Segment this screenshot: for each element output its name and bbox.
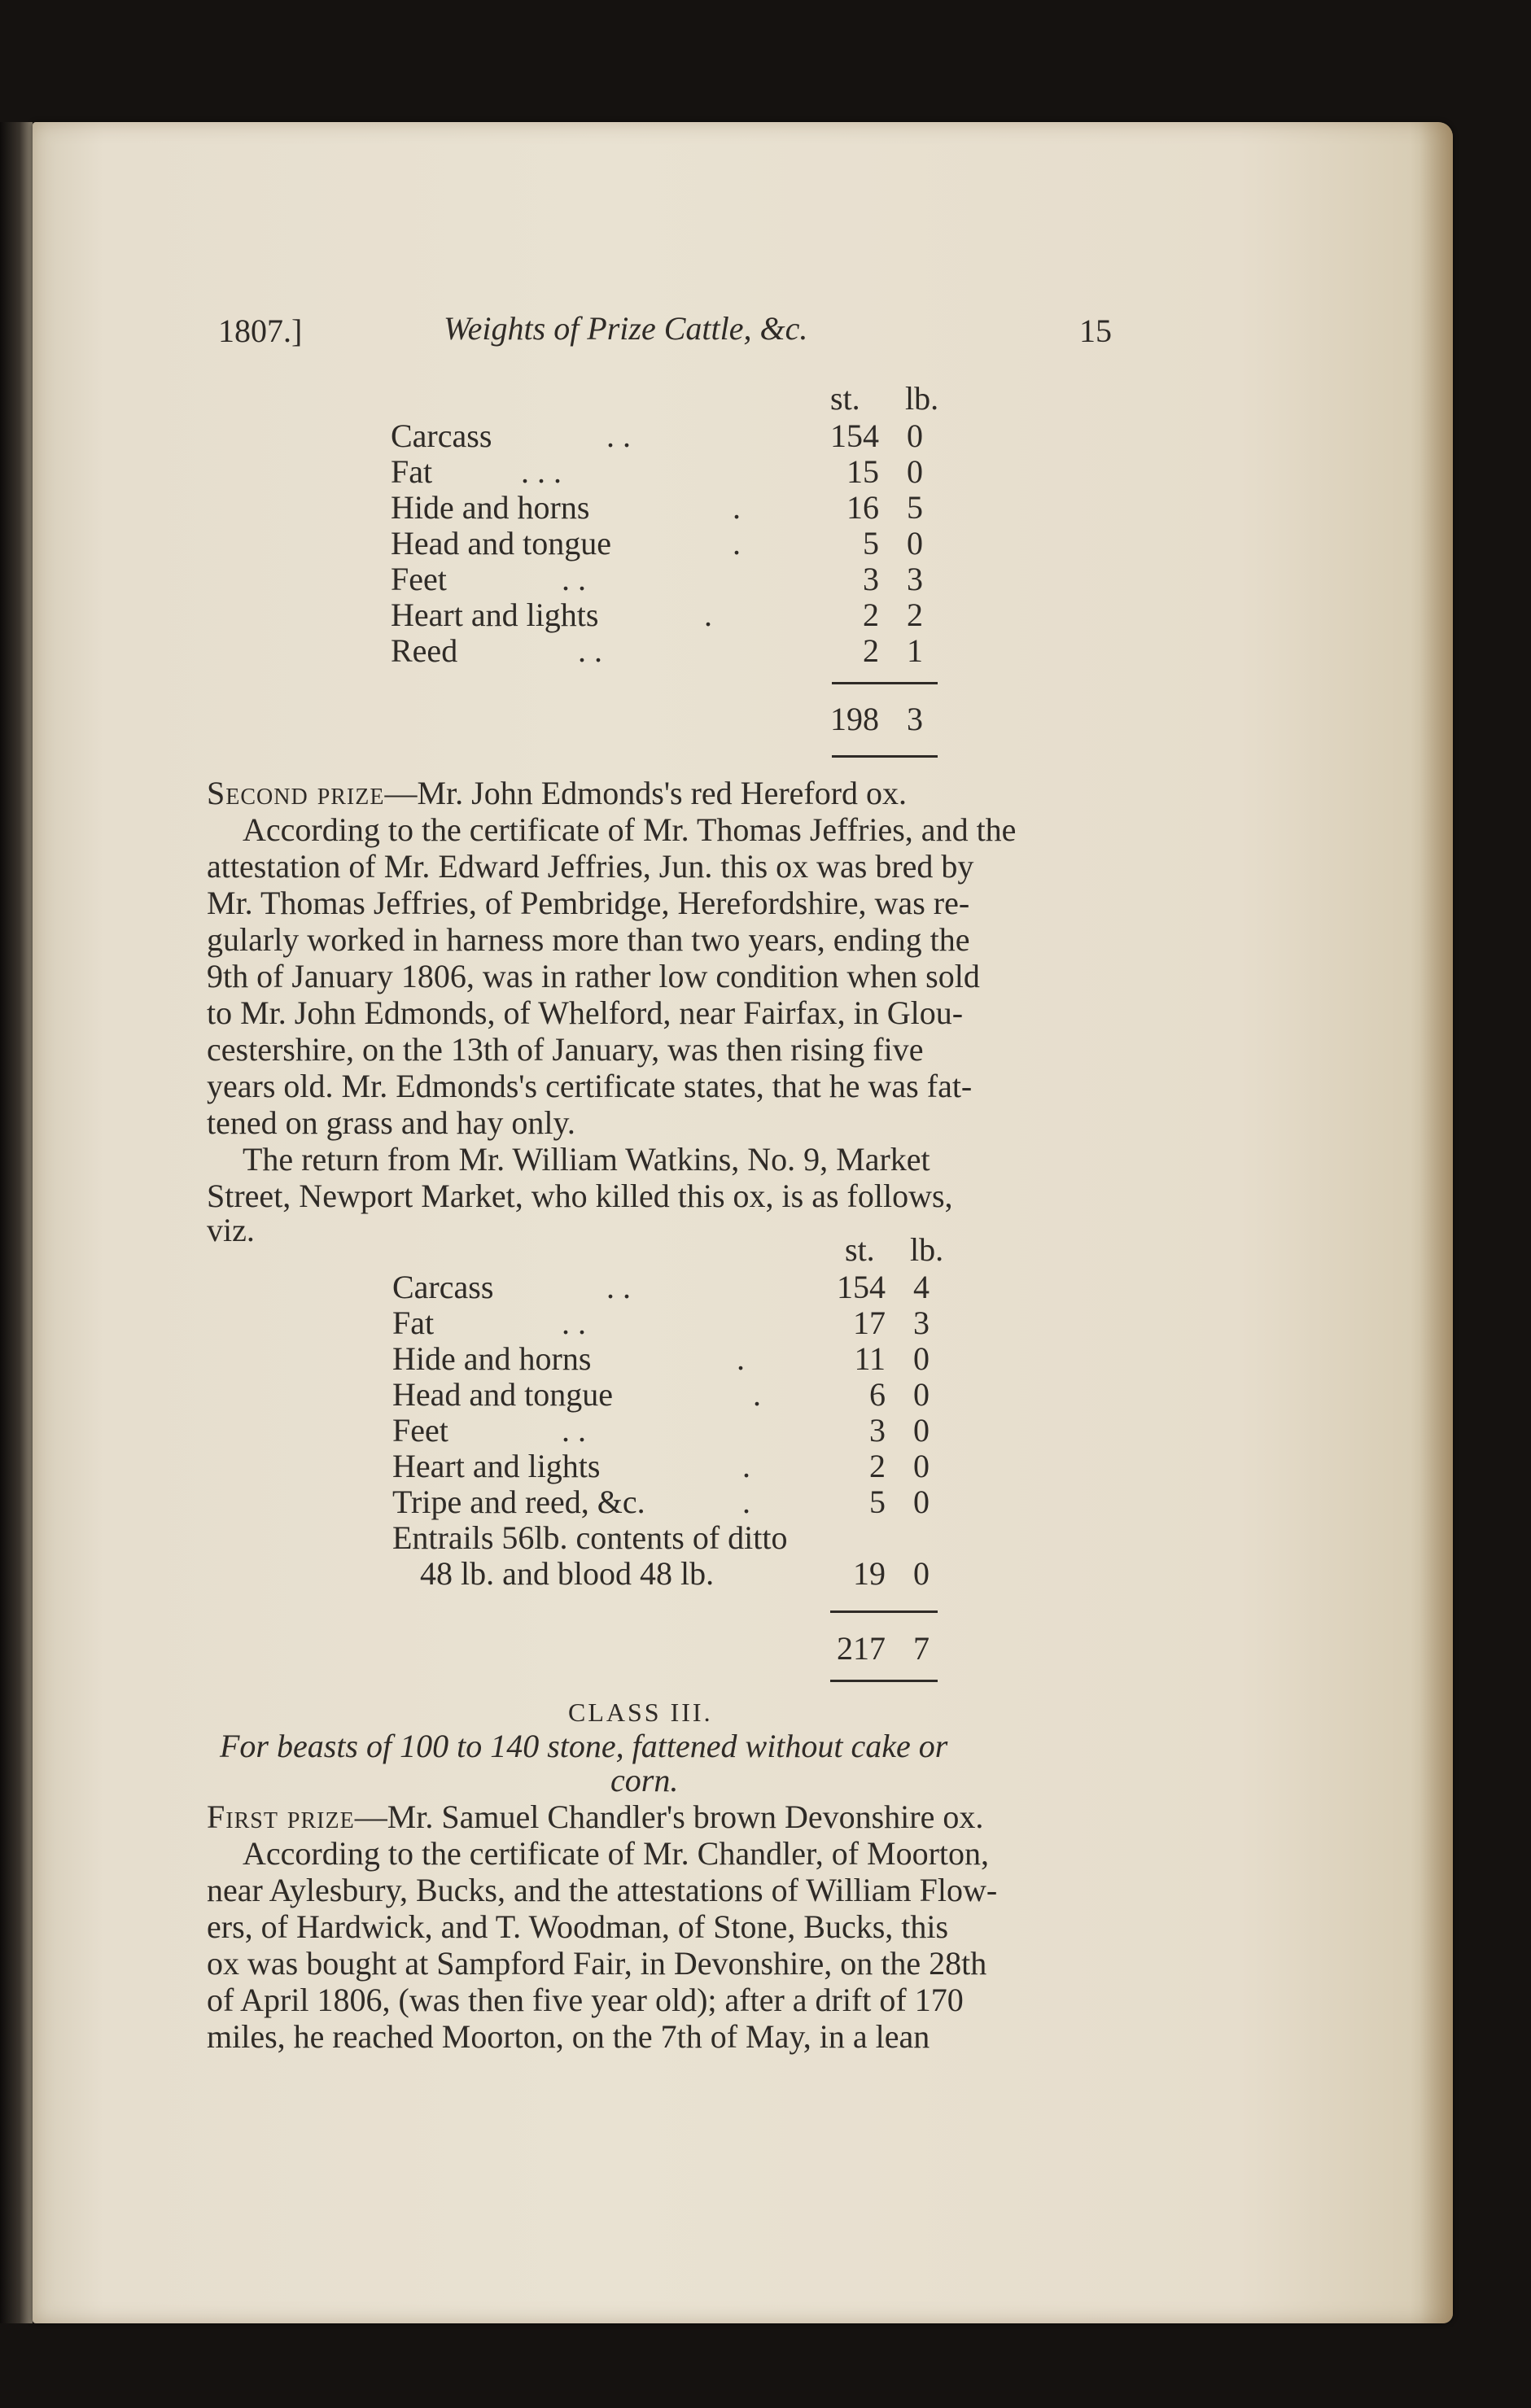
table-row-label: Tripe and reed, &c. [392,1484,645,1520]
paragraph-line: ers, of Hardwick, and T. Woodman, of Stone, Bucks, this [207,1908,949,1945]
table-row-stone: 15 [846,453,879,490]
table-row-dots: . [737,1340,745,1377]
class-heading: CLASS III. [568,1698,713,1727]
table-row-label: Feet [392,1412,448,1449]
table-row-pound: 3 [913,1305,930,1341]
paragraph-line: years old. Mr. Edmonds's certificate states, that he was fat- [207,1068,973,1104]
table-row-dots: . [753,1376,761,1413]
table-row-pound: 0 [907,417,923,454]
paragraph-line: According to the certificate of Mr. Thomas Jeffries, and the [243,811,1017,848]
table-row-pound: 2 [907,597,923,633]
sum-rule [832,682,938,684]
paragraph-line: cestershire, on the 13th of January, was then rising five [207,1031,924,1068]
paragraph-line: to Mr. John Edmonds, of Whelford, near Fairfax, in Glou- [207,994,964,1031]
table-row-pound: 0 [913,1412,930,1449]
table-row-stone: 19 [853,1555,886,1592]
paragraph-line: According to the certificate of Mr. Chandler, of Moorton, [243,1835,990,1872]
table-row-label: Fat [391,453,433,490]
table-row-stone: 17 [853,1305,886,1341]
table-row-label: Reed [391,632,458,669]
prize-description: —Mr. Samuel Chandler's brown Devonshire ox. [354,1798,984,1835]
header-title: Weights of Prize Cattle, &c. [444,310,808,347]
prize-description: —Mr. John Edmonds's red Hereford ox. [384,775,908,811]
table-row-stone: 154 [830,417,879,454]
table-row-pound: 0 [907,453,923,490]
class-subtitle: corn. [610,1762,679,1798]
paragraph-line: attestation of Mr. Edward Jeffries, Jun. this ox was bred by [207,848,974,885]
paragraph-line: viz. [207,1212,255,1248]
table-row-stone: 2 [863,597,879,633]
table-row-dots: . [704,597,712,633]
table-row-label: Heart and lights [392,1448,601,1484]
table-row-label: Head and tongue [392,1376,614,1413]
table-row-dots: . . [562,1412,586,1449]
table-row-stone: 2 [863,632,879,669]
table-row-stone: 3 [869,1412,886,1449]
table-row-label: Carcass [392,1269,494,1305]
page-number: 15 [1079,312,1112,349]
table-row-stone: 3 [863,561,879,597]
table-row-stone: 5 [869,1484,886,1520]
first-prize-heading [207,1799,983,1835]
header-year: 1807.] [218,312,303,349]
paragraph-line: tened on grass and hay only. [207,1104,575,1141]
table-row-dots: . . [562,1305,586,1341]
table-row-pound: 5 [907,489,923,526]
paragraph-line: gularly worked in harness more than two years, ending the [207,921,970,958]
table-row-dots: . . [562,561,586,597]
table-row-label: Feet [391,561,447,597]
unit-stone-header: st. [830,380,860,417]
table-row-pound: 0 [913,1340,930,1377]
paragraph-line: The return from Mr. William Watkins, No. 9, Market [243,1141,930,1178]
table-row-pound: 1 [907,632,923,669]
table-row-dots: . . [606,417,631,454]
table-row-label: Heart and lights [391,597,599,633]
table-row-dots: . [742,1448,750,1484]
table-row-stone: 154 [837,1269,886,1305]
paragraph-line: Mr. Thomas Jeffries, of Pembridge, Herefordshire, was re- [207,885,970,921]
paragraph-line: 9th of January 1806, was in rather low condition when sold [207,958,980,994]
table-row-label: Fat [392,1305,435,1341]
paragraph-line: ox was bought at Sampford Fair, in Devonshire, on the 28th [207,1945,987,1982]
total-stone: 198 [830,701,879,737]
table-row-dots: . . [578,632,602,669]
table-row-stone: 5 [863,525,879,562]
sum-rule [830,1610,938,1613]
unit-pound-header: lb. [910,1231,944,1268]
table-row-stone: 11 [854,1340,886,1377]
total-rule [830,1680,938,1682]
total-pound: 7 [913,1630,930,1667]
table-row-pound: 0 [913,1484,930,1520]
paragraph-line: near Aylesbury, Bucks, and the attestations of William Flow- [207,1872,998,1908]
table-row-dots: . [733,525,741,562]
entrails-line: 48 lb. and blood 48 lb. [420,1555,715,1592]
table-row-dots: . [742,1484,750,1520]
prize-label: Second prize [207,775,385,811]
paragraph-line: of April 1806, (was then five year old); after a drift of 170 [207,1982,964,2018]
table-row-label: Head and tongue [391,525,612,562]
unit-pound-header: lb. [905,380,939,417]
table-row-label: Carcass [391,417,492,454]
table-row-stone: 16 [846,489,879,526]
table-row-dots: . [733,489,741,526]
unit-stone-header: st. [845,1231,875,1268]
prize-label: First prize [207,1798,355,1835]
page-edge [1420,122,1453,2323]
table-row-label: Hide and horns [391,489,590,526]
table-row-stone: 6 [869,1376,886,1413]
class-subtitle: For beasts of 100 to 140 stone, fattened without cake or [220,1728,948,1764]
table-row-pound: 0 [913,1448,930,1484]
total-stone: 217 [837,1630,886,1667]
paragraph-line: Street, Newport Market, who killed this ox, is as follows, [207,1178,953,1214]
table-row-pound: 0 [913,1555,930,1592]
total-pound: 3 [907,701,923,737]
table-row-dots: . . . [521,453,562,490]
table-row-pound: 3 [907,561,923,597]
book-binding [0,122,33,2323]
entrails-line: Entrails 56lb. contents of ditto [392,1519,788,1556]
table-row-stone: 2 [869,1448,886,1484]
table-row-pound: 0 [913,1376,930,1413]
total-rule [832,755,938,758]
table-row-label: Hide and horns [392,1340,592,1377]
paragraph-line: miles, he reached Moorton, on the 7th of May, in a lean [207,2018,930,2055]
table-row-dots: . . [606,1269,631,1305]
table-row-pound: 4 [913,1269,930,1305]
second-prize-heading [207,776,907,811]
table-row-pound: 0 [907,525,923,562]
